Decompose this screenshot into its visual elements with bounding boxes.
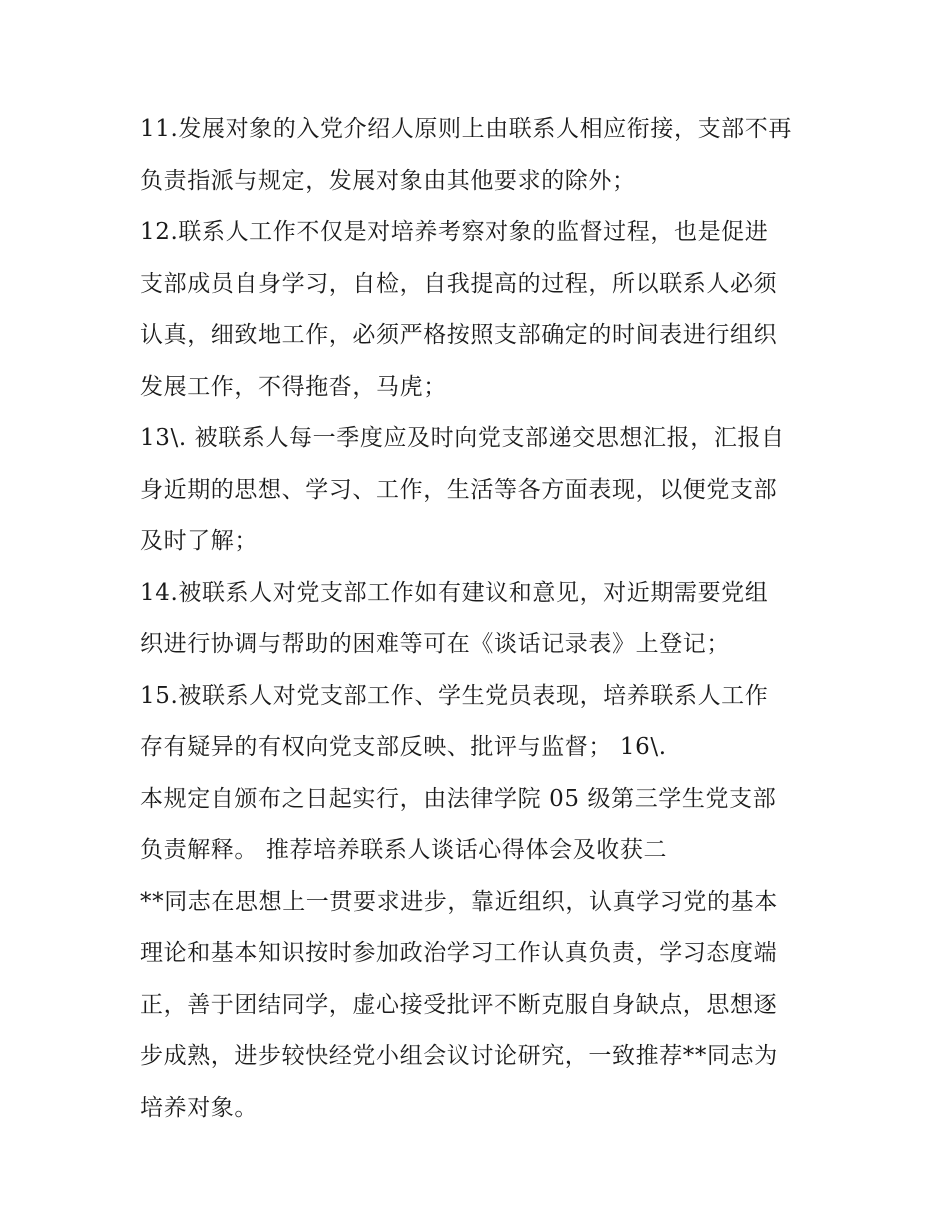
- text-line: 12.联系人工作不仅是对培养考察对象的监督过程，也是促进: [140, 219, 769, 245]
- text-line: 11.发展对象的入党介绍人原则上由联系人相应衔接，支部不再: [140, 116, 792, 142]
- text-line: 15.被联系人对党支部工作、学生党员表现，培养联系人工作: [140, 682, 769, 709]
- text-line: 理论和基本知识按时参加政治学习工作认真负责，学习态度端: [140, 940, 778, 966]
- text-line: 14.被联系人对党支部工作如有建议和意见，对近期需要党组: [140, 579, 769, 606]
- text-line: 及时了解；: [140, 528, 258, 554]
- text-line: 发展工作，不得拖沓，马虎；: [140, 373, 447, 400]
- text-line: 身近期的思想、学习、工作，生活等各方面表现，以便党支部: [140, 476, 778, 503]
- text-line: 13\. 被联系人每一季度应及时向党支部递交思想汇报，汇报自: [140, 425, 785, 451]
- text-line: **同志在思想上一贯要求进步，靠近组织，认真学习党的基本: [140, 888, 778, 915]
- text-line: 支部成员自身学习，自检，自我提高的过程，所以联系人必须: [140, 270, 778, 297]
- text-line: 步成熟，进步较快经党小组会议讨论研究，一致推荐**同志为: [140, 1043, 778, 1069]
- text-line: 负责解释。 推荐培养联系人谈话心得体会及收获二: [140, 837, 668, 863]
- text-line: 织进行协调与帮助的困难等可在《谈话记录表》上登记；: [140, 631, 730, 657]
- text-line: 认真，细致地工作，必须严格按照支部确定的时间表进行组织: [140, 322, 778, 348]
- text-line: 正，善于团结同学，虚心接受批评不断克服自身缺点，思想逐: [140, 991, 778, 1018]
- text-line: 存有疑异的有权向党支部反映、批评与监督； 16\.: [140, 734, 667, 760]
- document-body: [140, 104, 820, 1134]
- text-line: 培养对象。: [140, 1094, 258, 1121]
- text-line: 本规定自颁布之日起实行，由法律学院 05 级第三学生党支部: [140, 785, 777, 812]
- text-line: 负责指派与规定，发展对象由其他要求的除外；: [140, 167, 636, 194]
